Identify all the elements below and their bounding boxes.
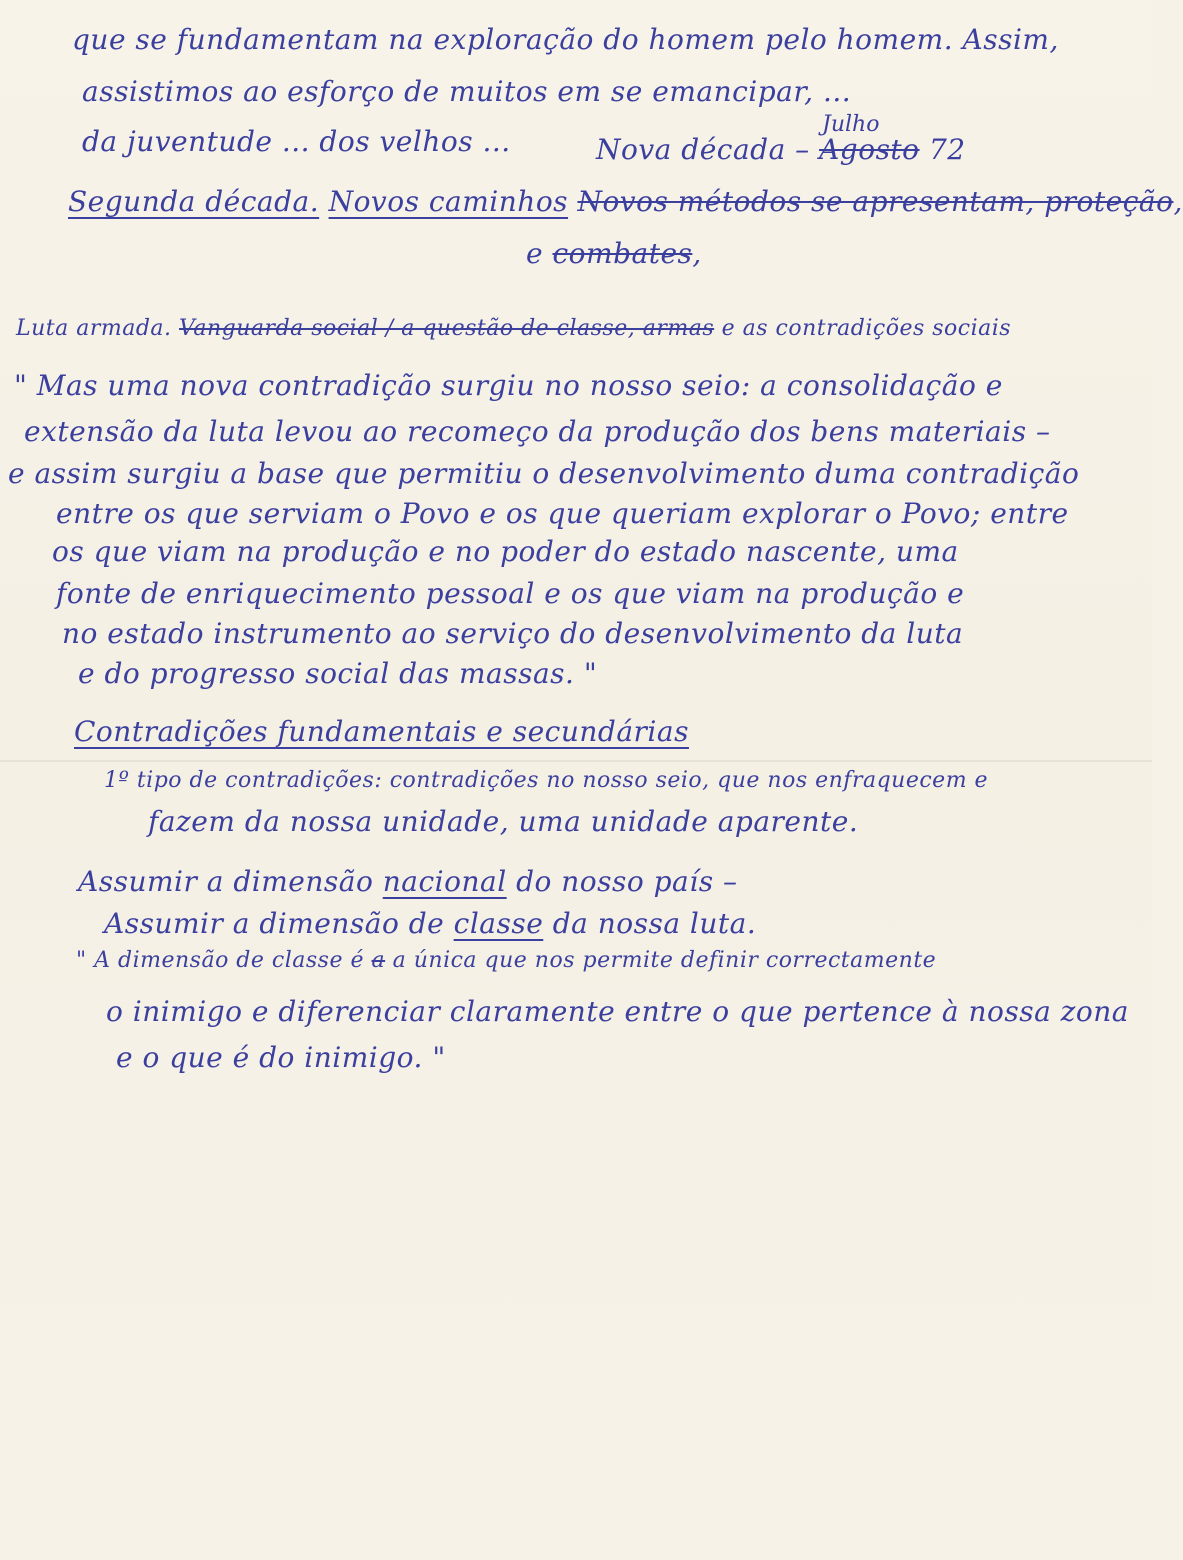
word: e (526, 237, 544, 270)
date-note (596, 133, 966, 166)
text-after: da nossa luta. (552, 907, 757, 940)
text-before: Assumir a dimensão de (104, 907, 445, 940)
punctuation: , (1173, 185, 1183, 218)
quote-line: " Mas uma nova contradição surgiu no nosso seio: a consolidação e (14, 369, 1003, 402)
struck-phrase: Vanguarda social / a questão de classe, armas (179, 316, 715, 341)
quote-line (76, 950, 936, 972)
quote-line: e assim surgiu a base que permitiu o desenvolvimento duma contradição (8, 457, 1080, 490)
text-before: Assumir a dimensão (78, 865, 374, 898)
inserted-word: Julho (822, 112, 880, 137)
quote-line: extensão da luta levou ao recomeço da produção dos bens materiais – (24, 415, 1051, 448)
quote-line: o inimigo e diferenciar claramente entre o que pertence à nossa zona (106, 995, 1129, 1028)
underlined-word: nacional (382, 865, 507, 898)
manuscript-line (78, 865, 738, 898)
year: 72 (928, 133, 966, 166)
manuscript-line: 1º tipo de contradições: contradições no nosso seio, que nos enfraquecem e (104, 768, 989, 793)
section-heading-line (16, 318, 1011, 340)
section-label: Luta armada. (16, 316, 172, 341)
struck-word: Agosto (819, 133, 920, 166)
manuscript-line: da juventude ... dos velhos ... (82, 125, 511, 158)
text-after: do nosso país – (516, 865, 738, 898)
manuscript-line: que se fundamentam na exploração do homem pelo homem. Assim, (72, 23, 1059, 56)
struck-phrase: Novos métodos se apresentam, proteção (577, 185, 1174, 218)
quote-line: e do progresso social das massas. " (78, 657, 598, 690)
section-heading-line (68, 185, 1183, 218)
section-heading: Contradições fundamentais e secundárias (74, 715, 689, 748)
struck-word: a (371, 948, 386, 973)
quote-line: no estado instrumento ao serviço do desenvolvimento da luta (62, 617, 964, 650)
manuscript-line: fazem da nossa unidade, uma unidade aparente. (148, 805, 859, 838)
section-label: Segunda década. (68, 185, 320, 218)
text-after: a única que nos permite definir correctamente (392, 948, 937, 973)
quote-line: os que viam na produção e no poder do estado nascente, uma (52, 535, 959, 568)
text-before: " A dimensão de classe é (76, 948, 364, 973)
manuscript-line (104, 907, 757, 940)
paper-fold (0, 760, 1152, 762)
manuscript-line (526, 237, 702, 270)
manuscript-line: assistimos ao esforço de muitos em se emancipar, ... (82, 75, 852, 108)
section-subtitle: e as contradições sociais (721, 316, 1012, 341)
date-note-text: Nova década – (596, 133, 810, 166)
quote-line: entre os que serviam o Povo e os que queriam explorar o Povo; entre (56, 497, 1069, 530)
quote-line: e o que é do inimigo. " (116, 1041, 446, 1074)
section-subtitle: Novos caminhos (328, 185, 569, 218)
underlined-word: classe (453, 907, 544, 940)
quote-line: fonte de enriquecimento pessoal e os que viam na produção e (56, 577, 965, 610)
punctuation: , (692, 237, 702, 270)
struck-word: combates (552, 237, 693, 270)
